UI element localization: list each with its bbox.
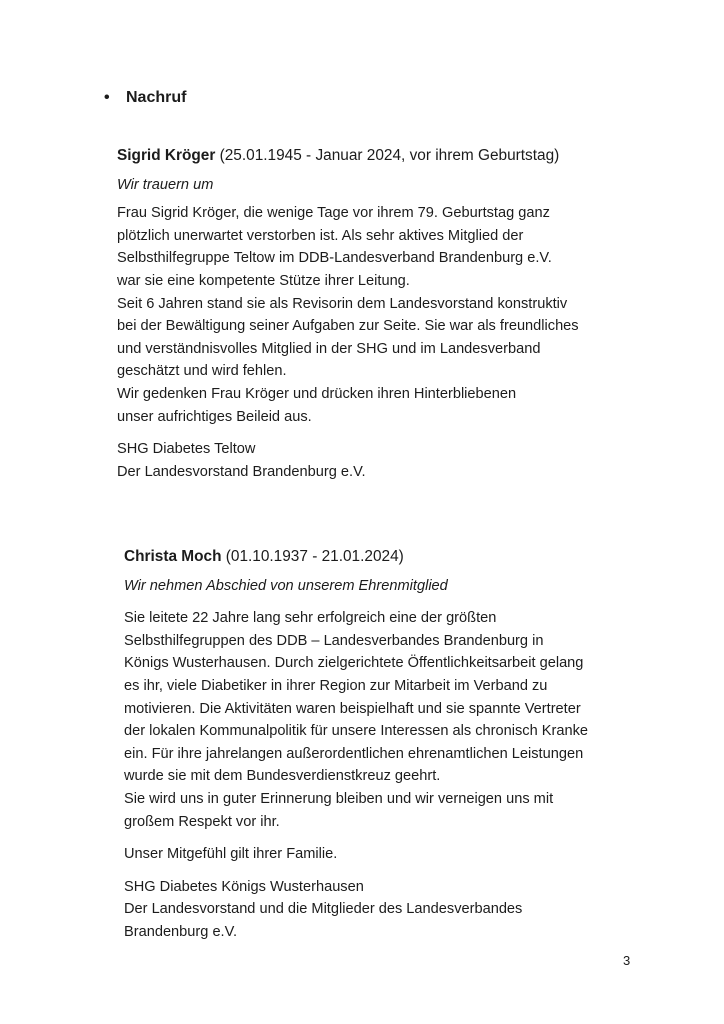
obituary-title [124,546,588,569]
obituary-title [117,145,579,168]
text-line: motivieren. Die Aktivitäten waren beispielhaft und sie spannte Vertreter [124,700,581,717]
text-line: Sie wird uns in guter Erinnerung bleiben und wir verneigen uns mit [124,790,554,807]
obituary-signature [117,438,579,483]
obituary-paragraph [124,607,588,833]
signature-line: Der Landesvorstand und die Mitglieder des Landesverbandes [124,901,523,918]
text-line: bei der Bewältigung seiner Aufgaben zur Seite. Sie war als freundliches [117,318,579,335]
obituary-intro: Wir nehmen Abschied von unserem Ehrenmitglied [124,577,448,594]
signature-line: Der Landesvorstand Brandenburg e.V. [117,463,366,480]
text-line: plötzlich unerwartet verstorben ist. Als sehr aktives Mitglied der [117,227,524,244]
section-heading [104,88,186,108]
obituary-kroeger [117,145,579,483]
text-line: unser aufrichtiges Beileid aus. [117,408,312,425]
life-dates: (25.01.1945 - Januar 2024, vor ihrem Geburtstag) [219,147,560,164]
obituary-moch [124,546,588,944]
text-line: Selbsthilfegruppen des DDB – Landesverbandes Brandenburg in [124,632,544,649]
text-line: und verständnisvolles Mitglied in der SHG und im Landesverband [117,340,541,357]
signature-line: SHG Diabetes Teltow [117,441,256,458]
text-line: geschätzt und wird fehlen. [117,363,287,380]
signature-line: SHG Diabetes Königs Wusterhausen [124,878,364,895]
bullet-marker: • [104,89,110,106]
text-line: Wir gedenken Frau Kröger und drücken ihren Hinterbliebenen [117,385,517,402]
text-line: großem Respekt vor ihr. [124,813,280,830]
page-number: 3 [623,953,631,968]
text-line: Selbsthilfegruppe Teltow im DDB-Landesverband Brandenburg e.V. [117,250,552,267]
text-line: Königs Wusterhausen. Durch zielgerichtete Öffentlichkeitsarbeit gelang [124,655,584,672]
text-line: ein. Für ihre jahrelangen außerordentlichen ehrenamtlichen Leistungen [124,745,584,762]
obituary-signature [124,876,588,944]
deceased-name: Christa Moch [124,548,222,565]
text-line: war sie eine kompetente Stütze ihrer Leitung. [117,272,410,289]
obituary-intro: Wir trauern um [117,176,214,193]
section-heading-text: Nachruf [126,89,187,106]
text-line: Sie leitete 22 Jahre lang sehr erfolgreich eine der größten [124,610,497,627]
obituary-paragraph [117,202,579,428]
text-line: der lokalen Kommunalpolitik für unsere Interessen als chronisch Kranke [124,723,588,740]
deceased-name: Sigrid Kröger [117,147,216,164]
text-line: Seit 6 Jahren stand sie als Revisorin dem Landesvorstand konstruktiv [117,295,568,312]
text-line: Frau Sigrid Kröger, die wenige Tage vor ihrem 79. Geburtstag ganz [117,205,550,222]
text-line: es ihr, viele Diabetiker in ihrer Region zur Mitarbeit im Verband zu [124,677,548,694]
text-line: wurde sie mit dem Bundesverdienstkreuz geehrt. [124,768,441,785]
condolence-line: Unser Mitgefühl gilt ihrer Familie. [124,846,338,863]
life-dates: (01.10.1937 - 21.01.2024) [225,548,404,565]
signature-line: Brandenburg e.V. [124,923,238,940]
